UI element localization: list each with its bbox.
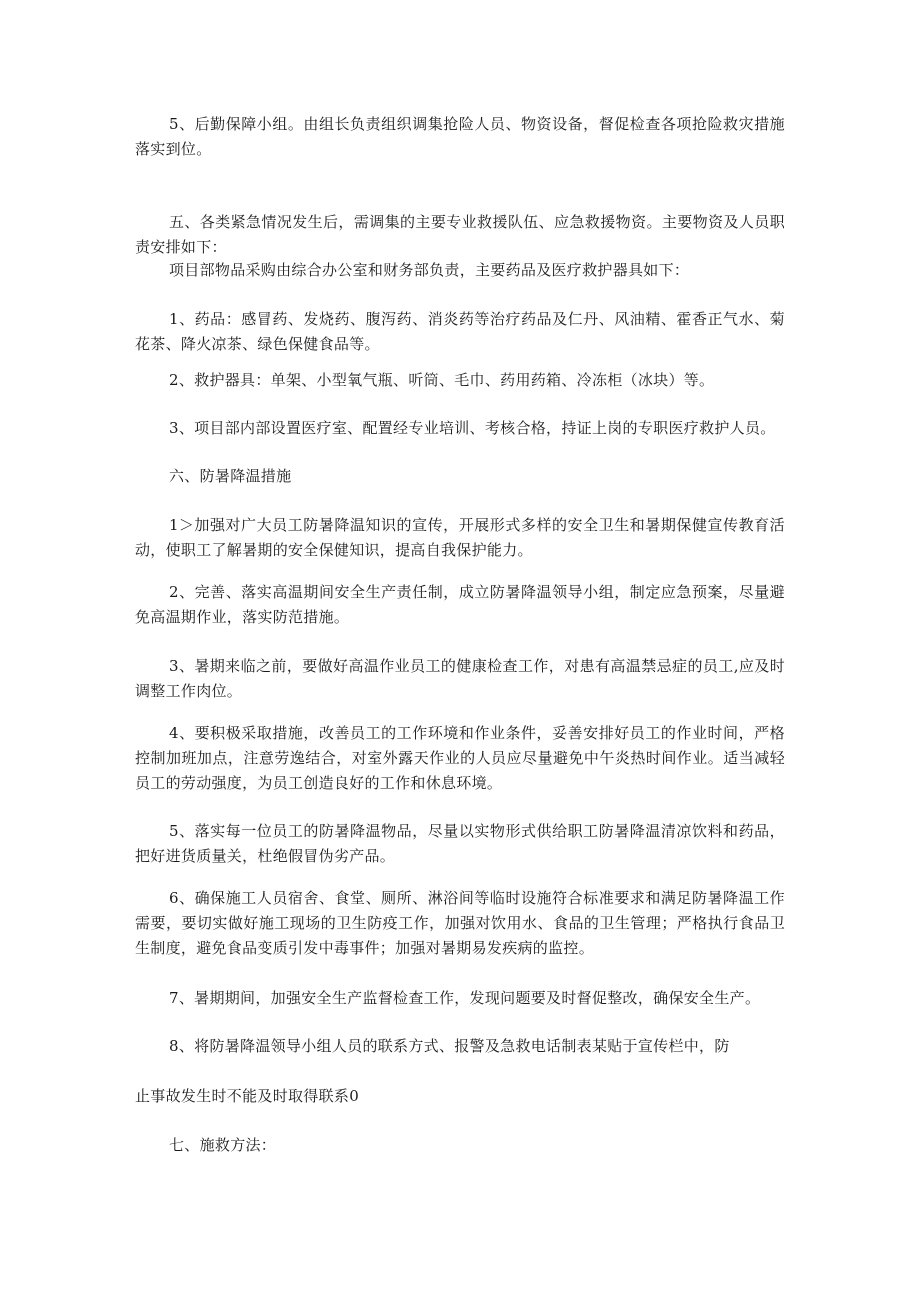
paragraph-measure-2: 2、完善、落实高温期间安全生产责任制，成立防暑降温领导小组，制定应急预案，尽量避免高温期作业，落实防范措施。 [135, 583, 785, 626]
paragraph-section-five-heading: 五、各类紧急情况发生后，需调集的主要专业救援队伍、应急救援物资。主要物资及人员职责安排如下： [135, 213, 785, 256]
paragraph-measure-3: 3、暑期来临之前，要做好高温作业员工的健康检查工作，对患有高温禁忌症的员工,应及时调整工作肉位。 [135, 657, 785, 700]
paragraph-measure-6: 6、确保施工人员宿舍、食堂、厕所、淋浴间等临时设施符合标准要求和满足防暑降温工作需要，要切实做好施工现场的卫生防疫工作，加强对饮用水、食品的卫生管理；严格执行食品卫生制度，避免食品变质引发中毒事件；加强对暑期易发疾病的监控。 [135, 889, 785, 957]
paragraph-logistics-group: 5、后勤保障小组。由组长负责组织调集抢险人员、物资设备，督促检查各项抢险救灾措施落实到位。 [135, 115, 785, 158]
paragraph-section-six-heading: 六、防暑降温措施 [169, 467, 292, 485]
paragraph-rescue-equipment: 2、救护器具：单架、小型氧气瓶、听筒、毛巾、药用药箱、冷冻柜（冰块）等。 [169, 371, 715, 389]
paragraph-measure-1: 1＞加强对广大员工防暑降温知识的宣传，开展形式多样的安全卫生和暑期保健宣传教育活动，使职工了解暑期的安全保健知识，提高自我保护能力。 [135, 516, 785, 559]
paragraph-medical-room: 3、项目部内部设置医疗室、配置经专业培训、考核合格，持证上岗的专职医疗救护人员。 [169, 419, 776, 437]
paragraph-section-seven-heading: 七、施救方法： [169, 1136, 277, 1154]
paragraph-medicines: 1、药品：感冒药、发烧药、腹泻药、消炎药等治疗药品及仁丹、风油精、霍香正气水、菊花茶、降火凉茶、绿色保健食品等。 [135, 310, 785, 353]
paragraph-measure-7: 7、暑期期间，加强安全生产监督检查工作，发现问题要及时督促整改，确保安全生产。 [169, 989, 761, 1007]
paragraph-measure-5: 5、落实每一位员工的防暑降温物品，尽量以实物形式供给职工防暑降温清凉饮料和药品，把好进货质量关，杜绝假冒伪劣产品。 [135, 822, 785, 865]
paragraph-measure-8: 8、将防暑降温领导小组人员的联系方式、报警及急救电话制表某贴于宣传栏中，防 [169, 1037, 730, 1055]
paragraph-measure-4: 4、要积极采取措施，改善员工的工作环境和作业条件，妥善安排好员工的作业时间，严格控制加班加点，注意劳逸结合，对室外露天作业的人员应尽量避免中午炎热时间作业。适当减轻员工的劳动强度，为员工创造良好的工作和休息环境。 [135, 724, 785, 792]
paragraph-procurement: 项目部物品采购由综合办公室和财务部负责，主要药品及医疗救护器具如下： [169, 261, 690, 279]
paragraph-measure-8-continued: 止事故发生时不能及时取得联系0 [135, 1087, 360, 1105]
